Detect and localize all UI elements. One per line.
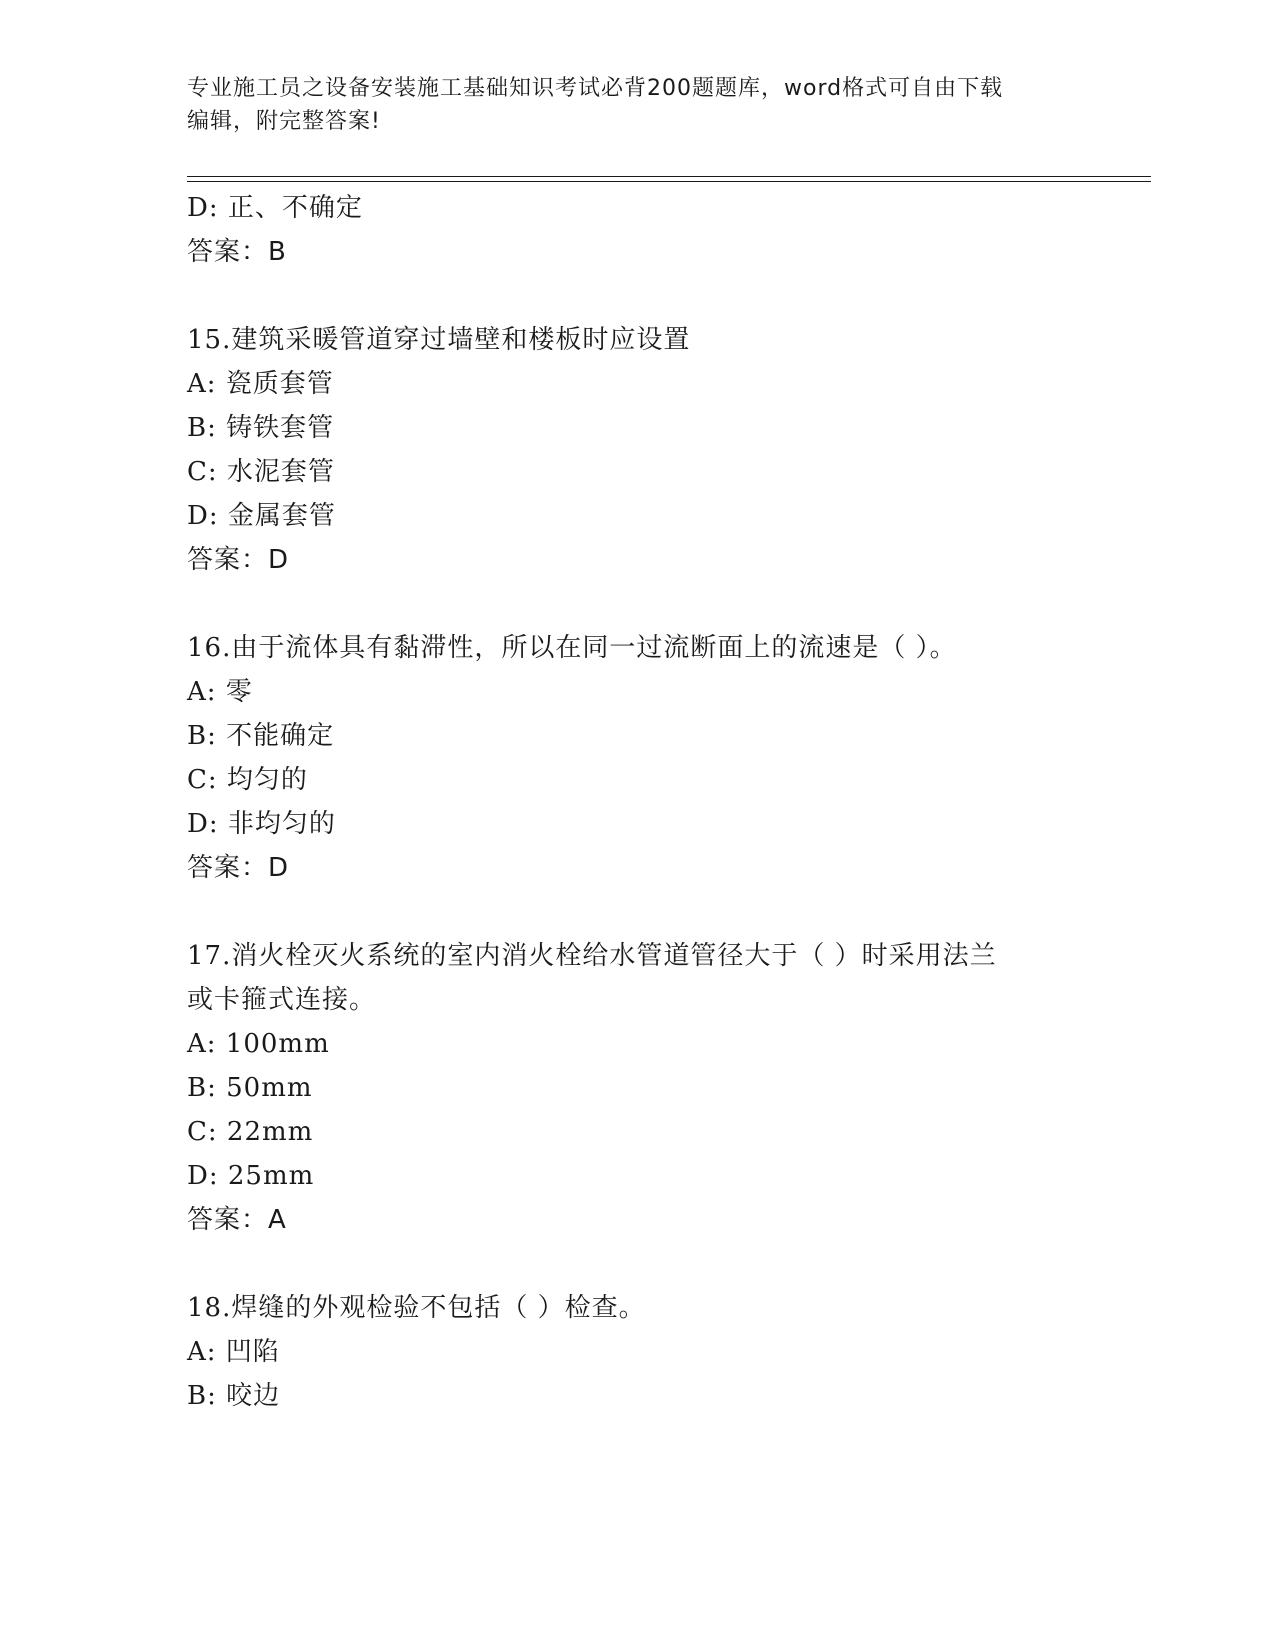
q18-question: 18.焊缝的外观检验不包括（ ）检查。 bbox=[187, 1293, 646, 1323]
q18-option-a: A: 凹陷 bbox=[187, 1337, 280, 1367]
q15-option-a: A: 瓷质套管 bbox=[187, 369, 334, 399]
q15-option-c: C: 水泥套管 bbox=[187, 457, 335, 487]
header-divider-bottom bbox=[187, 181, 1151, 182]
header-divider-top bbox=[187, 176, 1151, 177]
q17-option-c: C: 22mm bbox=[187, 1117, 314, 1147]
q16-option-d: D: 非均匀的 bbox=[187, 809, 336, 839]
q15-answer: 答案：D bbox=[187, 545, 290, 575]
q17-option-a: A: 100mm bbox=[187, 1029, 330, 1059]
q16-question: 16.由于流体具有黏滞性，所以在同一过流断面上的流速是（ ）。 bbox=[187, 633, 957, 663]
prev-answer: 答案：B bbox=[187, 237, 287, 267]
q16-option-c: C: 均匀的 bbox=[187, 765, 308, 795]
header-title-line-2: 编辑，附完整答案! bbox=[187, 109, 381, 134]
header-title-line-1: 专业施工员之设备安装施工基础知识考试必背200题题库，word格式可自由下载 bbox=[187, 76, 1004, 101]
q15-option-b: B: 铸铁套管 bbox=[187, 413, 335, 443]
q15-question: 15.建筑采暖管道穿过墙壁和楼板时应设置 bbox=[187, 325, 691, 355]
q17-question-line-1: 17.消火栓灭火系统的室内消火栓给水管道管径大于（ ）时采用法兰 bbox=[187, 941, 997, 971]
q16-option-b: B: 不能确定 bbox=[187, 721, 335, 751]
q17-answer: 答案：A bbox=[187, 1205, 287, 1235]
q17-option-b: B: 50mm bbox=[187, 1073, 313, 1103]
q16-option-a: A: 零 bbox=[187, 677, 253, 707]
q16-answer: 答案：D bbox=[187, 853, 290, 883]
q18-option-b: B: 咬边 bbox=[187, 1381, 281, 1411]
q17-option-d: D: 25mm bbox=[187, 1161, 315, 1191]
prev-option-d: D: 正、不确定 bbox=[187, 193, 363, 223]
q15-option-d: D: 金属套管 bbox=[187, 501, 336, 531]
q17-question-line-2: 或卡箍式连接。 bbox=[187, 985, 377, 1015]
document-header bbox=[187, 72, 1087, 138]
